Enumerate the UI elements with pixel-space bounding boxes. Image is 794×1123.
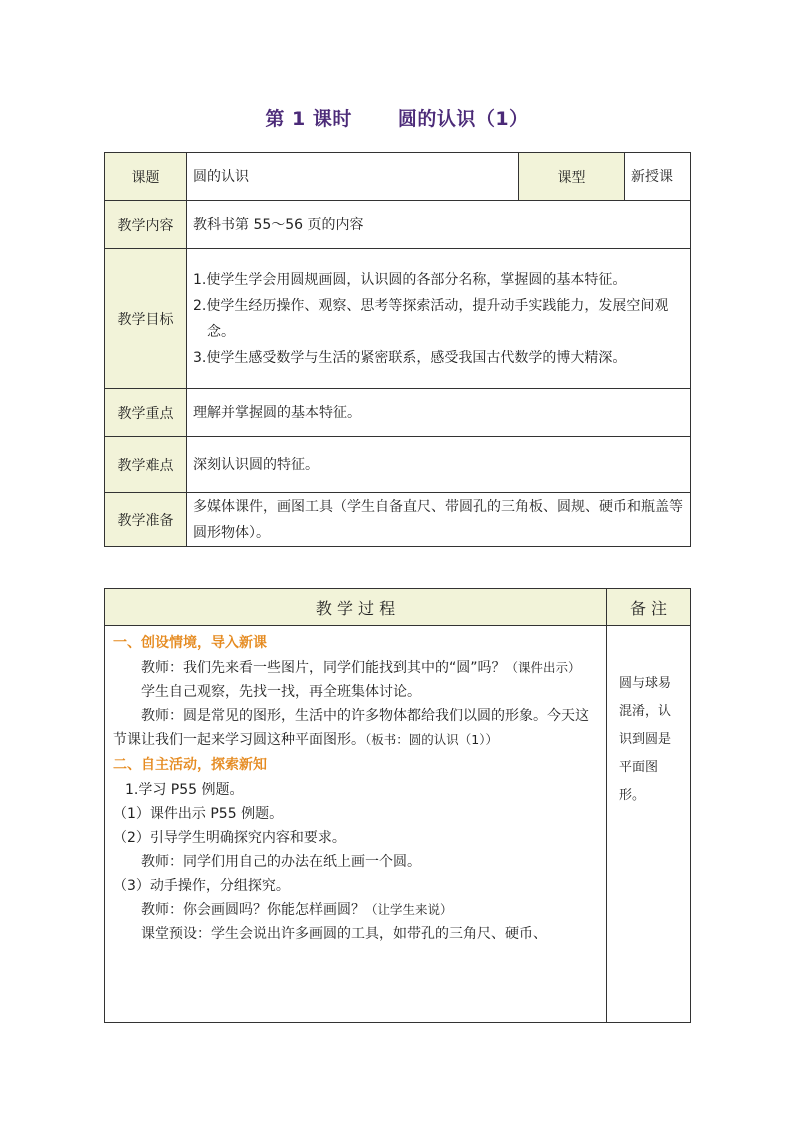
lesson-number: 第 1 课时 [265,108,352,130]
goal-item: 1.使学生学会用圆规画圆，认识圆的各部分名称，掌握圆的基本特征。 [193,271,627,288]
list-item: （3）动手操作，分组探究。 [113,878,290,894]
content-value: 教科书第 55～56 页的内容 [187,201,691,249]
section-heading: 二、自主活动，探索新知 [113,757,267,773]
note-cell: 圆与球易混淆，认识到圆是平面图形。 [607,626,691,1023]
process-heading: 教 学 过 程 [105,589,607,626]
goals-list [193,267,684,371]
page-title [0,104,794,131]
difficulty-label: 教学难点 [105,437,187,493]
goals-cell [187,249,691,389]
paragraph-aside: （课件出示） [505,660,581,675]
paragraph [113,898,600,922]
type-value: 新授课 [625,153,691,201]
section-heading: 一、创设情境，导入新课 [113,635,267,651]
type-label: 课型 [519,153,625,201]
paragraph: 学生自己观察，先找一找，再全班集体讨论。 [141,684,421,700]
row-goals [105,249,691,389]
goal-item: 2.使学生经历操作、观察、思考等探索活动，提升动手实践能力，发展空间观念。 [193,297,669,340]
process-header-row [105,589,691,626]
row-subject [105,153,691,201]
lesson-info-table [104,152,691,547]
difficulty-value: 深刻认识圆的特征。 [187,437,691,493]
teaching-process-table [104,588,691,1023]
note-heading: 备 注 [607,589,691,626]
paragraph-text: 教师：我们先来看一些图片，同学们能找到其中的“圆”吗？ [141,660,506,676]
paragraph-text: 教师：圆是常见的图形，生活中的许多物体都给我们以圆的形象。今天这节课让我们一起来学习圆这种平面图形。 [113,708,589,748]
content-label: 教学内容 [105,201,187,249]
paragraph: 课堂预设：学生会说出许多画圆的工具，如带孔的三角尺、硬币、 [141,926,547,942]
lesson-topic: 圆的认识（1） [397,108,529,130]
subject-label: 课题 [105,153,187,201]
row-content [105,201,691,249]
row-difficulty [105,437,691,493]
list-item: （2）引导学生明确探究内容和要求。 [113,830,346,846]
paragraph [113,704,600,752]
paragraph-text: 教师：你会画圆吗？你能怎样画圆？ [141,902,365,918]
key-value: 理解并掌握圆的基本特征。 [187,389,691,437]
row-prep [105,493,691,547]
prep-label: 教学准备 [105,493,187,547]
list-item: 1.学习 P55 例题。 [125,782,244,798]
paragraph [113,656,600,680]
prep-value: 多媒体课件，画图工具（学生自备直尺、带圆孔的三角板、圆规、硬币和瓶盖等圆形物体）。 [187,493,691,547]
goal-item: 3.使学生感受数学与生活的紧密联系，感受我国古代数学的博大精深。 [193,349,627,366]
goals-label: 教学目标 [105,249,187,389]
paragraph-aside: （板书：圆的认识（1）） [365,732,498,747]
process-body-row [105,626,691,1023]
paragraph: 教师：同学们用自己的办法在纸上画一个圆。 [141,854,421,870]
list-item: （1）课件出示 P55 例题。 [113,806,284,822]
process-body [105,626,607,1023]
row-key [105,389,691,437]
subject-value: 圆的认识 [187,153,519,201]
paragraph-aside: （让学生来说） [365,902,453,917]
key-label: 教学重点 [105,389,187,437]
